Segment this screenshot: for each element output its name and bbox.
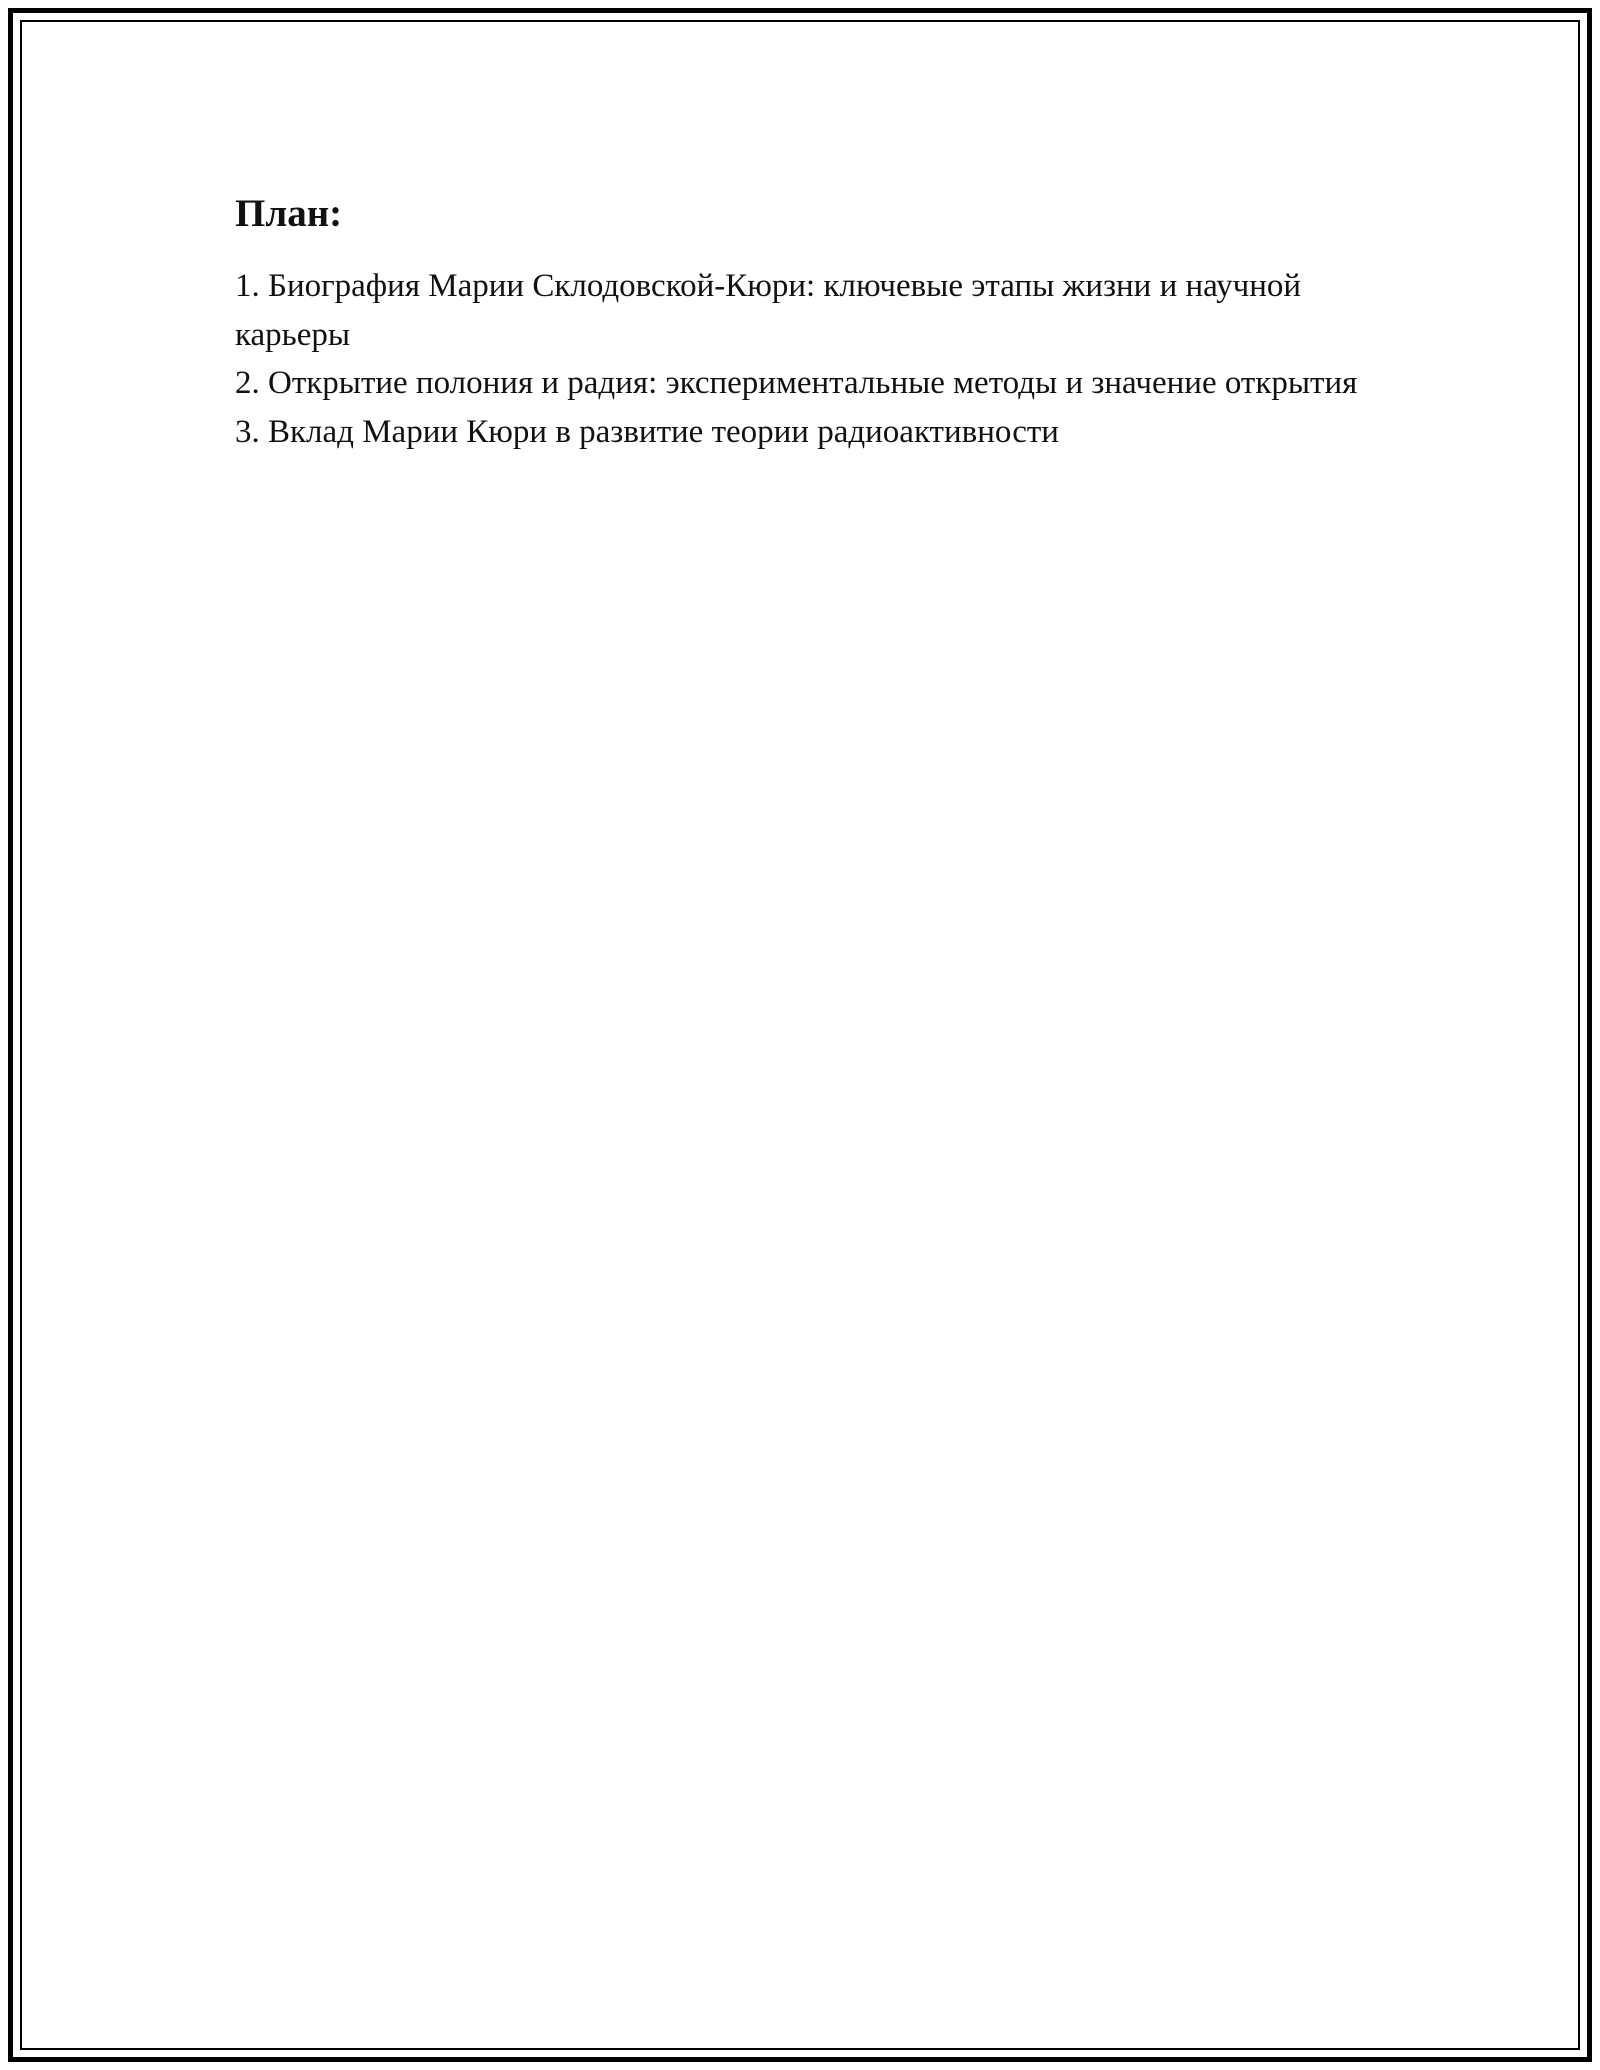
page-content xyxy=(235,186,1365,456)
plan-list xyxy=(235,262,1365,456)
plan-item-3: 3. Вклад Марии Кюри в развитие теории радиоактивности xyxy=(235,413,1059,450)
plan-item-2: 2. Открытие полония и радия: экспериментальные методы и значение открытия xyxy=(235,365,1358,401)
plan-item-1: 1. Биография Марии Склодовской-Кюри: ключевые этапы жизни и научной карьеры xyxy=(235,268,1302,353)
plan-heading: План: xyxy=(235,192,343,235)
